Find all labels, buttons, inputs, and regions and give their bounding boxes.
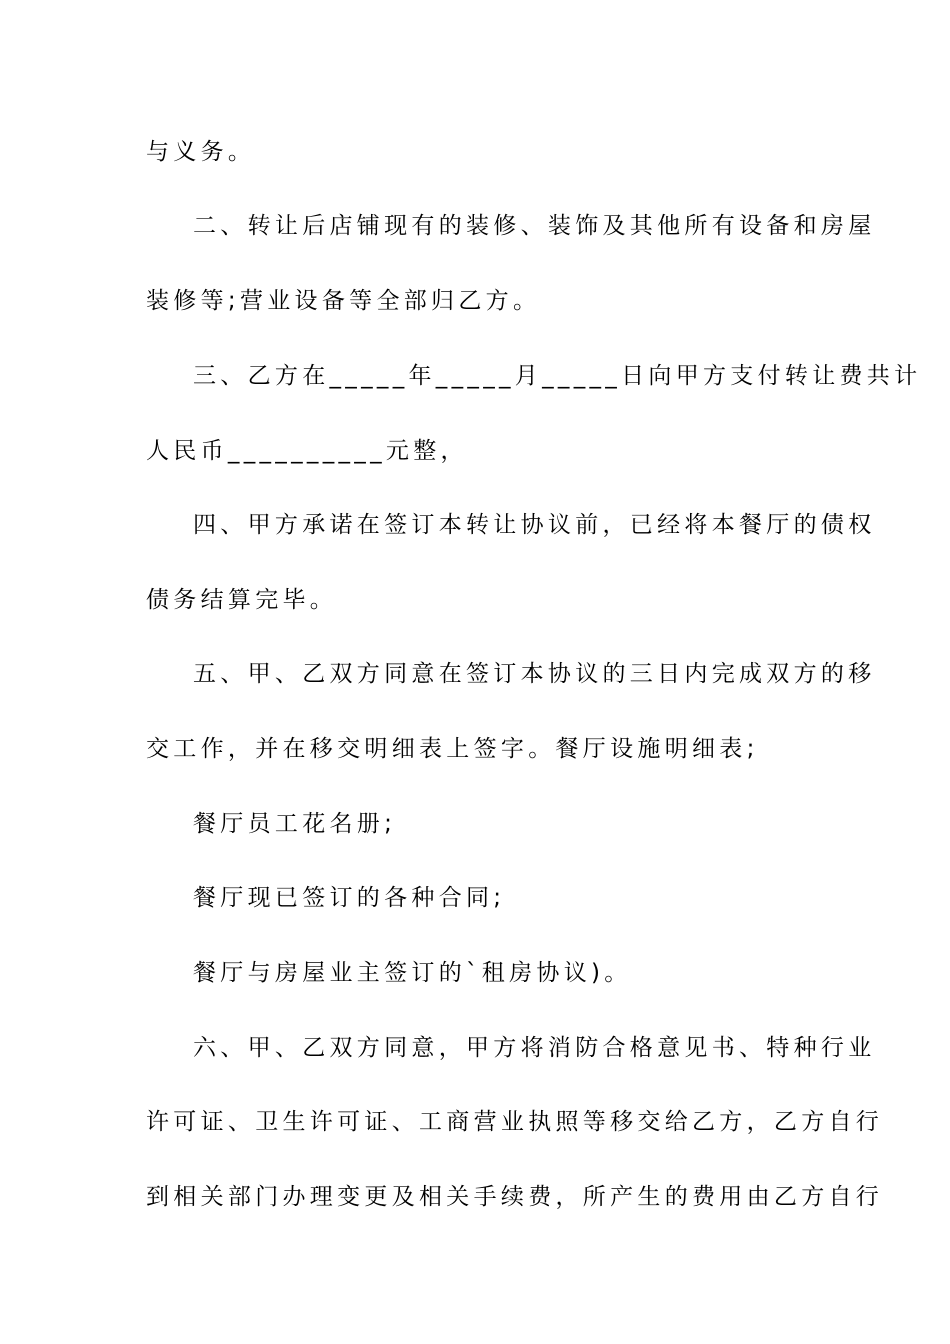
clause-2-line-1: 二、转让后店铺现有的装修、装饰及其他所有设备和房屋 [193,213,876,239]
clause-3-line-1: 三、乙方在_____年_____月_____日向甲方支付转让费共计 [193,363,922,389]
clause-4-line-1: 四、甲方承诺在签订本转让协议前，已经将本餐厅的债权 [193,512,876,538]
list-item: 餐厅现已签订的各种合同; [193,885,506,911]
list-item: 餐厅员工花名册; [193,811,397,837]
clause-5-line-2: 交工作，并在移交明细表上签字。餐厅设施明细表; [146,736,759,762]
clause-2-line-2: 装修等;营业设备等全部归乙方。 [146,288,541,314]
clause-3-line-2: 人民币__________元整， [146,438,468,464]
clause-6-line-2: 许可证、卫生许可证、工商营业执照等移交给乙方，乙方自行 [146,1109,884,1135]
clause-6-line-1: 六、甲、乙双方同意，甲方将消防合格意见书、特种行业 [193,1035,876,1061]
clause-6-line-3: 到相关部门办理变更及相关手续费，所产生的费用由乙方自行 [146,1184,884,1210]
clause-4-line-2: 债务结算完毕。 [146,587,338,613]
clause-5-line-1: 五、甲、乙双方同意在签订本协议的三日内完成双方的移 [193,661,876,687]
text-line: 与义务。 [146,139,256,165]
list-item: 餐厅与房屋业主签订的`租房协议)。 [193,960,632,986]
